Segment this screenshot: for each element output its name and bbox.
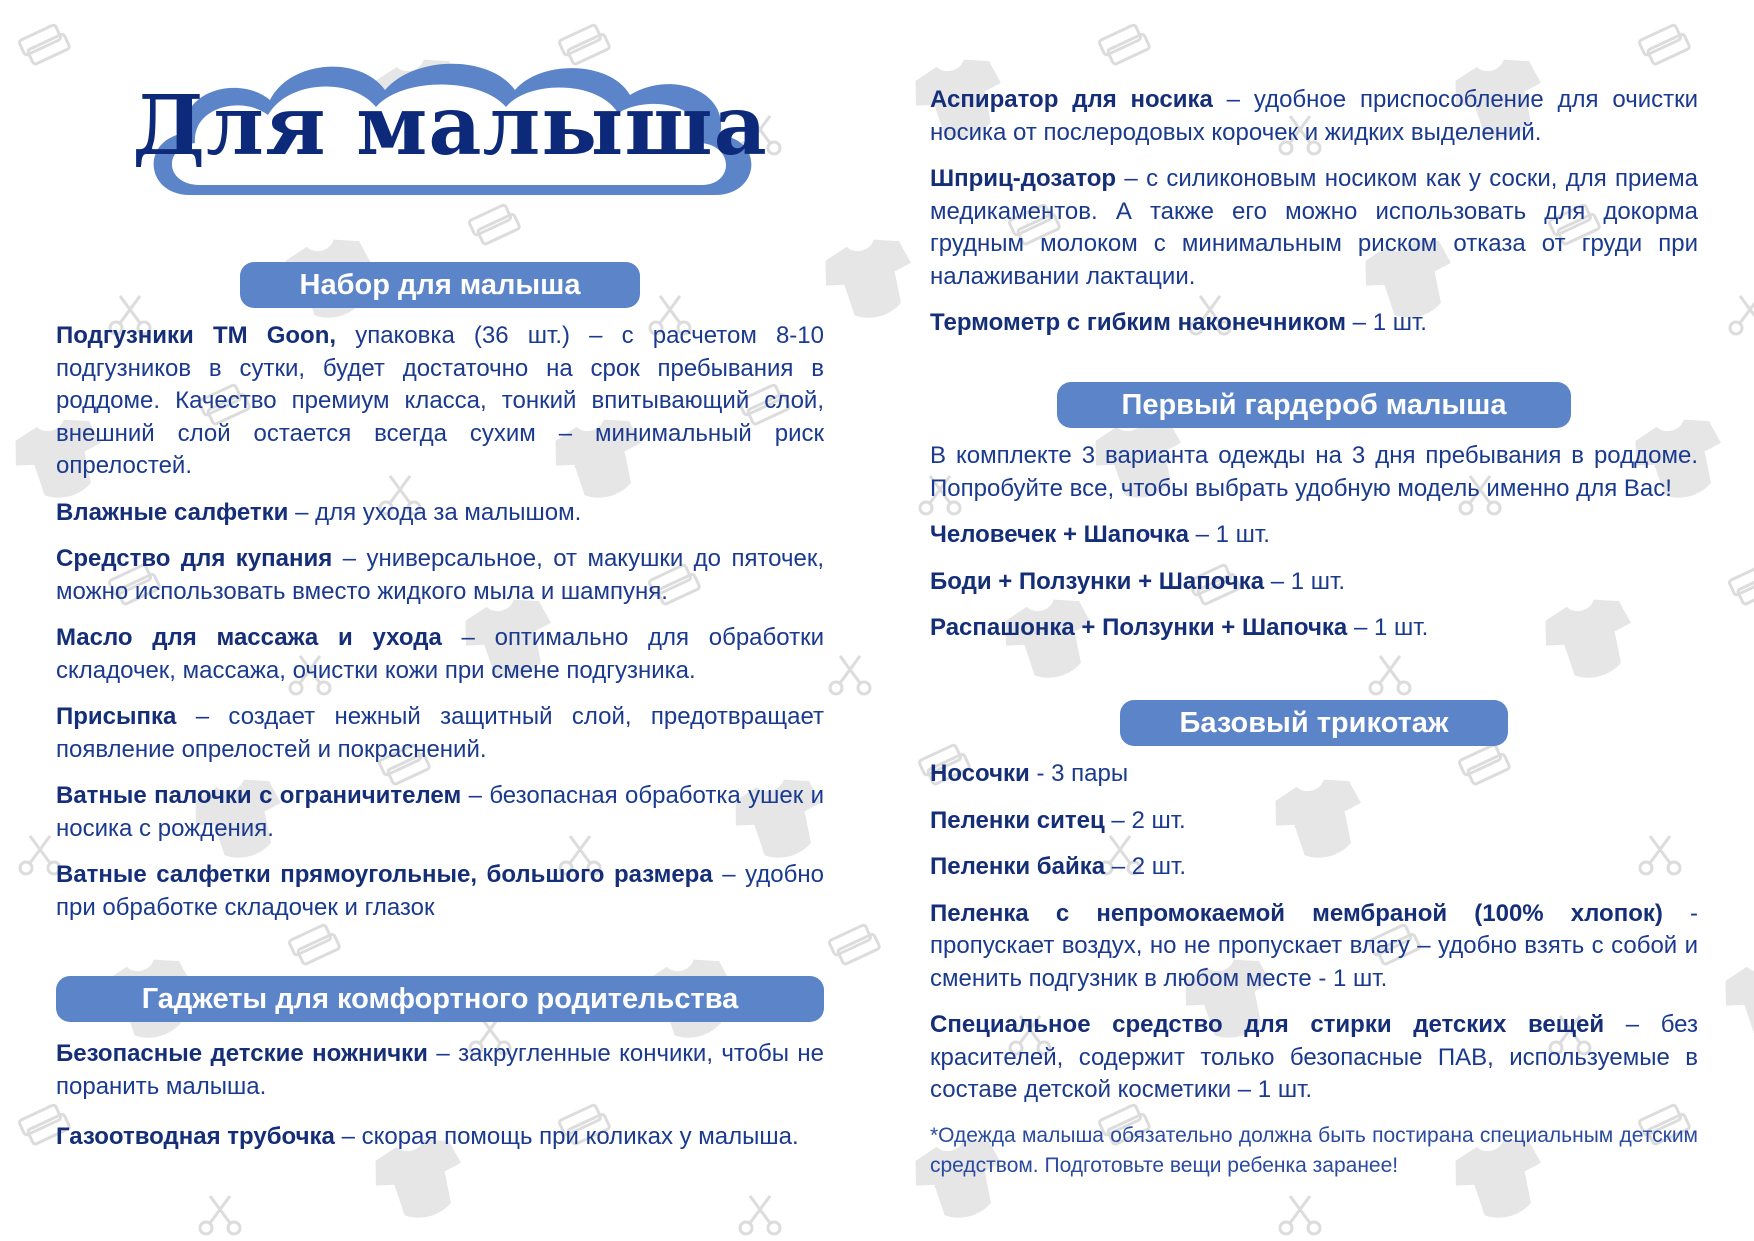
list-item: Подгузники ТМ Goon, упаковка (36 шт.) – с расчетом 8-10 подгузников в сутки, будет достаточно на срок пребывания в роддоме. Качество премиум класса, тонкий впитывающий слой, внешний слой остается всегда сухим – минимальный риск опрелостей. bbox=[56, 322, 824, 479]
scissors-icon bbox=[1280, 1196, 1320, 1234]
section-heading-gadgets: Гаджеты для комфортного родительства bbox=[56, 976, 824, 1022]
basic-list bbox=[930, 758, 1698, 1181]
gadgets-cont-list bbox=[930, 84, 1698, 340]
list-item: Шприц-дозатор – с силиконовым носиком как у соски, для приема медикаментов. А также его можно использовать для докорма грудным молоком с минимальным риском отказа от груди при налаживании лактации. bbox=[930, 165, 1698, 290]
list-item: Боди + Ползунки + Шапочка – 1 шт. bbox=[930, 567, 1346, 595]
list-item: Влажные салфетки – для ухода за малышом. bbox=[56, 498, 582, 526]
list-item: Ватные салфетки прямоугольные, большого размера – удобно при обработке складочек и глазок bbox=[56, 861, 824, 921]
right-column bbox=[930, 84, 1698, 354]
list-item: Пеленки ситец – 2 шт. bbox=[930, 806, 1186, 834]
list-item: Газоотводная трубочка – скорая помощь при коликах у малыша. bbox=[56, 1123, 799, 1150]
page-title: Для малыша bbox=[132, 78, 768, 174]
list-item: Масло для массажа и ухода – оптимально для обработки складочек, массажа, очистки кожи при смене подгузника. bbox=[56, 624, 824, 684]
list-item: Безопасные детские ножнички – закругленные кончики, чтобы не поранить малыша. bbox=[56, 1040, 824, 1100]
left-column bbox=[56, 320, 824, 938]
scissors-icon bbox=[830, 656, 870, 694]
folded-cloth-icon bbox=[828, 923, 880, 967]
footnote: *Одежда малыша обязательно должна быть постирана специальным детским средством. Подготовьте вещи ребенка заранее! bbox=[930, 1123, 1698, 1177]
folded-cloth-icon bbox=[1728, 563, 1754, 607]
wardrobe-intro: В комплекте 3 варианта одежды на 3 дня пребывания в роддоме. Попробуйте все, чтобы выбрать удобную модель именно для Вас! bbox=[930, 442, 1698, 502]
list-item: Человечек + Шапочка – 1 шт. bbox=[930, 521, 1270, 548]
scissors-icon bbox=[200, 1196, 240, 1234]
section-heading-kit: Набор для малыша bbox=[240, 262, 640, 308]
scissors-icon bbox=[1730, 296, 1754, 334]
list-item: Носочки - 3 пары bbox=[930, 760, 1129, 787]
list-item: Ватные палочки с ограничителем – безопасная обработка ушек и носика с рождения. bbox=[56, 782, 825, 842]
bodysuit-icon bbox=[818, 232, 923, 328]
list-item: Пеленки байка – 2 шт. bbox=[930, 853, 1187, 880]
gadgets-list bbox=[56, 1038, 824, 1168]
wardrobe-list bbox=[930, 440, 1698, 659]
bodysuit-icon bbox=[1718, 952, 1754, 1048]
section-heading-basic: Базовый трикотаж bbox=[1120, 700, 1508, 746]
folded-cloth-icon bbox=[18, 23, 70, 67]
list-item: Распашонка + Ползунки + Шапочка – 1 шт. bbox=[930, 614, 1429, 641]
list-item: Средство для купания – универсальное, от макушки до пяточек, можно использовать вместо жидкого мыла и шампуня. bbox=[56, 545, 824, 605]
scissors-icon bbox=[20, 836, 60, 874]
list-item: Пеленка с непромокаемой мембраной (100% хлопок) - пропускает воздух, но не пропускает влагу – удобно взять с собой и сменить подгузник в любом месте - 1 шт. bbox=[930, 899, 1698, 992]
list-item: Термометр с гибким наконечником – 1 шт. bbox=[930, 309, 1427, 336]
list-item: Присыпка – создает нежный защитный слой, предотвращает появление опрелостей и покраснений. bbox=[56, 703, 824, 763]
list-item: Аспиратор для носика – удобное приспособление для очистки носика от послеродовых корочек и жидких выделений. bbox=[930, 86, 1699, 146]
scissors-icon bbox=[740, 1196, 780, 1234]
folded-cloth-icon bbox=[1098, 23, 1150, 67]
section-heading-wardrobe: Первый гардероб малыша bbox=[1057, 382, 1571, 428]
kit-list bbox=[56, 320, 824, 924]
scissors-icon bbox=[1370, 656, 1410, 694]
list-item: Специальное средство для стирки детских вещей – без красителей, содержит только безопасные ПАВ, используемые в составе детской косметики – 1 шт. bbox=[930, 1011, 1698, 1103]
folded-cloth-icon bbox=[1638, 23, 1690, 67]
